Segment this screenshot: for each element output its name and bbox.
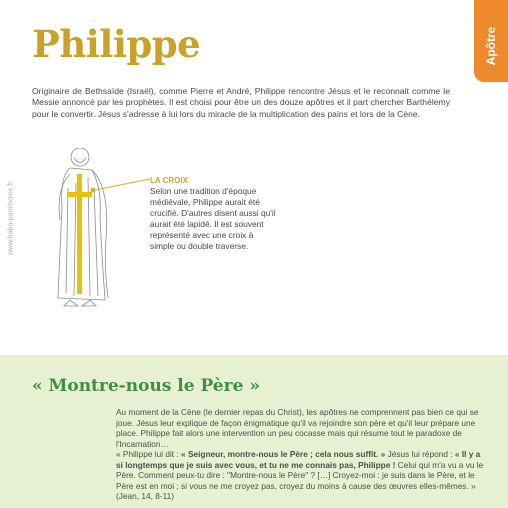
side-url: www.baba-patrimoine.fr xyxy=(7,181,15,255)
section-title: « Montre-nous le Père » xyxy=(32,376,260,396)
page-title: Philippe xyxy=(32,22,201,66)
category-tab xyxy=(474,0,508,82)
callout-text: Selon une tradition d'époque médiévale, Philippe aurait été crucifié. D'autres disent aussi qu'il aurait été lapidé. Il est souvent représenté avec une croix à simple ou double traverse. xyxy=(150,186,276,251)
quote-bold-text: « Seigneur, montre-nous le Père ; cela nous suffit. » xyxy=(181,449,386,459)
quote-text: Jésus lui répond : xyxy=(385,449,455,459)
intro-paragraph: Originaire de Bethsaïde (Israël), comme Pierre et André, Philippe rencontre Jésus et le reconnait comme le Messie annoncé par les prophètes. Il est choisi pour être un des douze apôtres et il part chercher Barthélemy pour le convertir. Jésus s'adresse à lui lors du miracle de la multiplication des pains et lors de la Cène. xyxy=(32,86,450,119)
quote-text: « Philippe lui dit : xyxy=(116,449,182,459)
quote-bold-text: « Il y a si longtemps que je suis avec vous, et tu ne me connais pas, Philippe ! xyxy=(116,449,481,470)
gospel-quote-paragraph xyxy=(116,449,488,502)
section-paragraph: Au moment de la Cène (le dernier repas du Christ), les apôtres ne comprennent pas bien ce qui se joue. Jésus leur explique de façon énigmatique qu'il va rejoindre son père et qu'il leur prépare une place. Philippe fait alors une intervention un peu cocasse mais qui résume tout le paradoxe de l'Incarnation… xyxy=(116,407,479,449)
quote-text: Celui qui m'a vu a vu le Père. Comment peux-tu dire : "Montre-nous le Père" ? […] Croyez-moi : je suis dans le Père, et le Père est en moi ; si vous ne me croyez pas, croyez du moins à cause des œuvres elles-mêmes. » (Jean, 14, 8-11) xyxy=(116,459,484,502)
apostle-illustration xyxy=(50,148,160,308)
callout-title: LA CROIX xyxy=(150,176,188,185)
category-tab-label: Apôtre xyxy=(484,26,498,66)
